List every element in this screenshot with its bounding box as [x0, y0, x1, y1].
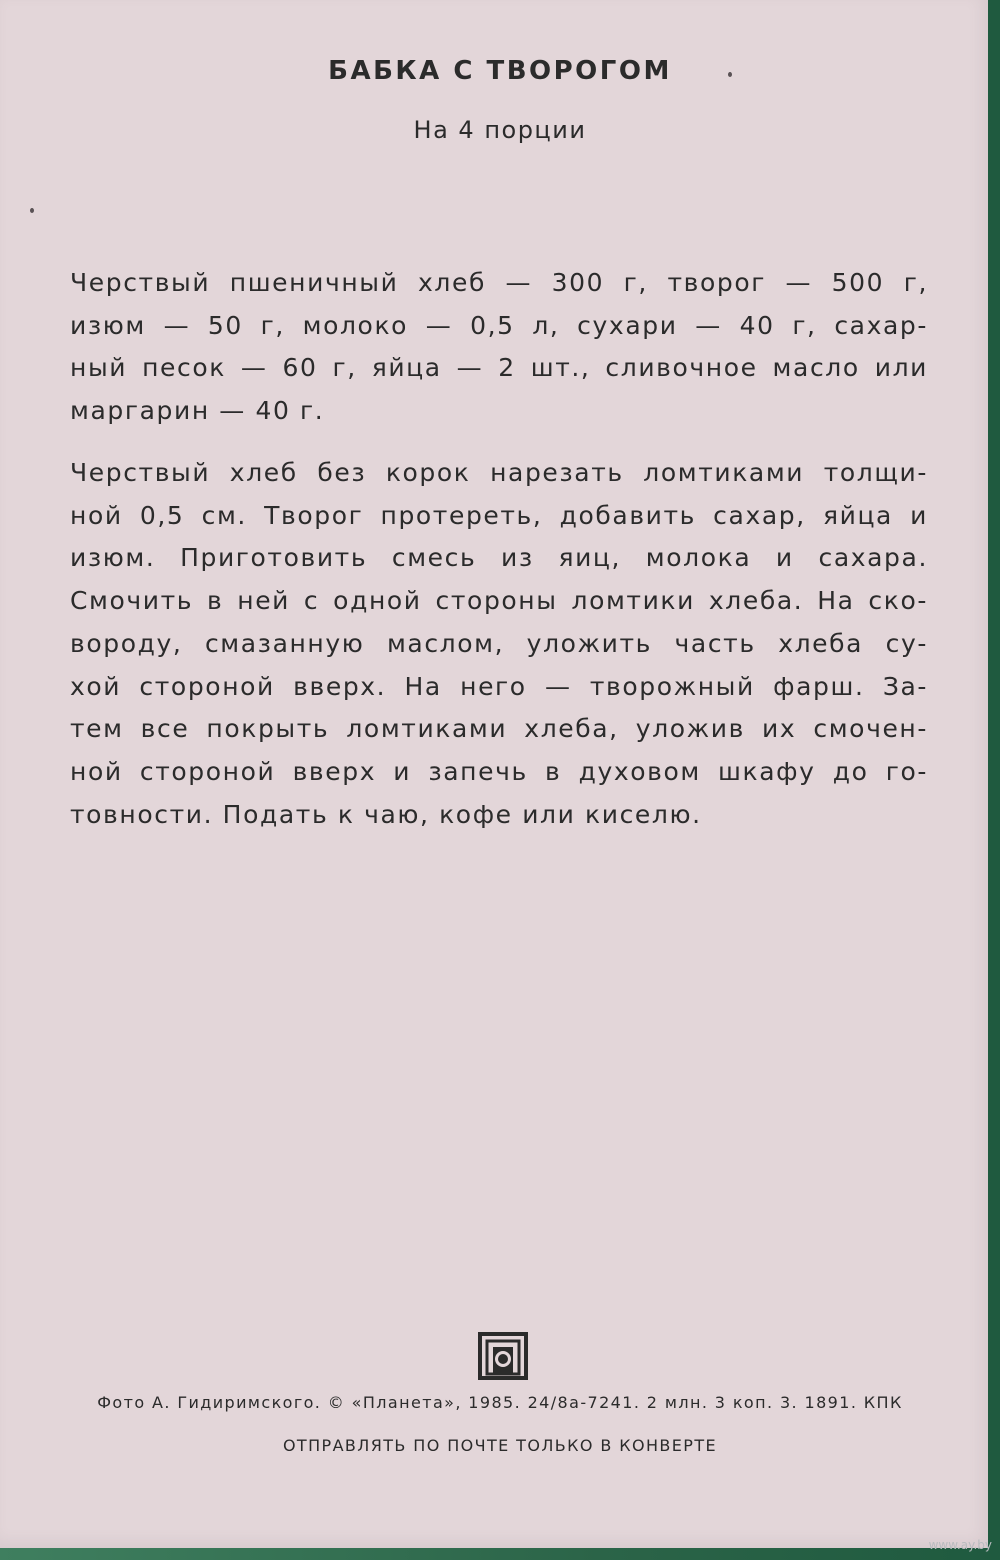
- recipe-title: БАБКА С ТВОРОГОМ: [328, 56, 672, 86]
- print-credits: Фото А. Гидиримского. © «Планета», 1985. 24/8а-7241. 2 млн. 3 коп. 3. 1891. КПК: [97, 1393, 903, 1412]
- instructions-line: товности. Подать к чаю, кофе или киселю.: [70, 799, 702, 829]
- servings-text: На 4 порции: [413, 116, 587, 144]
- instructions-line: изюм. Приготовить смесь из яиц, молока и сахара.: [70, 543, 928, 573]
- speck: [30, 208, 34, 213]
- ingredients-line: изюм — 50 г, молоко — 0,5 л, сухари — 40 г, сахар-: [70, 310, 928, 340]
- instructions-line: Черствый хлеб без корок нарезать ломтиками толщи-: [70, 458, 928, 487]
- planeta-logo-icon: [478, 1332, 528, 1380]
- instructions-line: ной стороной вверх и запечь в духовом шкафу до го-: [70, 756, 928, 786]
- instructions-line: Смочить в ней с одной стороны ломтики хлеба. На ско-: [70, 586, 928, 616]
- instructions-line: тем все покрыть ломтиками хлеба, уложив их смочен-: [70, 714, 928, 744]
- ingredients-line: ный песок — 60 г, яйца — 2 шт., сливочное масло или: [70, 353, 928, 383]
- instructions-line: ной 0,5 см. Творог протереть, добавить сахар, яйца и: [70, 500, 928, 530]
- mail-instruction: ОТПРАВЛЯТЬ ПО ПОЧТЕ ТОЛЬКО В КОНВЕРТЕ: [282, 1436, 718, 1455]
- instructions-line: вороду, смазанную маслом, уложить часть хлеба су-: [70, 628, 928, 658]
- instructions-line: хой стороной вверх. На него — творожный фарш. За-: [70, 671, 928, 701]
- site-watermark: www.ay.by: [928, 1538, 992, 1552]
- ingredients-paragraph: [70, 262, 928, 433]
- instructions-paragraph: [70, 452, 928, 836]
- ingredients-line: Черствый пшеничный хлеб — 300 г, творог — 500 г,: [70, 268, 928, 297]
- ingredients-line: маргарин — 40 г.: [70, 396, 325, 426]
